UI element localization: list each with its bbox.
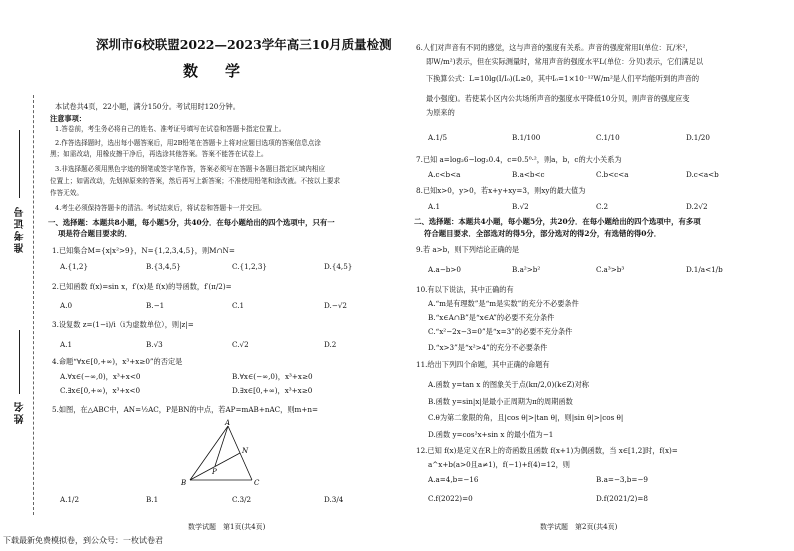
exam-no-label: 准考证号 [15,205,26,253]
q2-option-c: C.1 [232,301,245,310]
question-6-stem: 最小强度)。若使某小区内公共场所声音的强度水平降低10分贝，则声音的强度应变 [426,94,690,103]
question-5-stem: 5.如图，在△ABC中，AN=½AC，P是BN的中点，若AP=mAB+nAC，则m+n= [52,405,319,414]
q9-option-b: B.a²>b² [512,265,541,274]
q10-option-b: B.“x∈A∩B”是“x∈A”的必要不充分条件 [428,313,555,322]
q10-option-c: C.“x²−2x−3=0”是“x=3”的必要不充分条件 [428,327,573,336]
q11-option-b: B.函数 y=sin|x|是最小正周期为π的周期函数 [428,397,573,406]
q4-option-b: B.∀x∈(−∞,0)，x³+x≥0 [232,372,313,381]
q4-option-a: A.∀x∈(−∞,0)，x³+x<0 [60,372,141,381]
q3-option-c: C.√2 [232,340,249,349]
q11-option-c: C.θ为第二象限的角，且|cos θ|>|tan θ|，则|sin θ|>|cos θ| [428,413,624,422]
q8-option-b: B.√2 [512,202,529,211]
side-ab [190,426,228,480]
question-6-stem: 6.人们对声音有不同的感觉，这与声音的强度有关系。声音的强度常用I(单位：瓦/米²， [416,43,693,52]
q6-option-b: B.1/100 [512,133,541,142]
name-line [19,330,20,394]
q3-option-d: D.2 [324,340,337,349]
notice-line: 1.答卷前，考生务必将自己的姓名、准考证号填写在试卷和答题卡指定位置上。 [55,125,286,133]
label-c: C [254,479,260,487]
q7-option-a: A.c<b<a [428,170,461,179]
q8-option-d: D.2√2 [686,202,708,211]
question-6-stem: 下换算公式：L=10lg(I/I₀)(L≥0，其中I₀=1×10⁻¹²W/m²是人们平均能听到的声音的 [426,74,700,83]
q7-option-c: C.b<c<a [596,170,629,179]
binding-margin [4,0,34,551]
question-3-stem: 3.设复数 z=(1−i)/i（i为虚数单位），则|z|= [52,320,194,329]
q5-option-c: C.3/2 [232,495,252,504]
section1-heading: 一、选择题：本题共8小题，每小题5分，共40分．在每小题给出的四个选项中，只有一 [48,218,335,227]
q7-option-d: D.c<a<b [686,170,719,179]
q9-option-d: D.1/a<1/b [686,265,723,274]
q2-option-d: D.−√2 [324,301,347,310]
q8-option-a: A.1 [428,202,441,211]
q10-option-d: D.“x>3”是“x²>4”的充分不必要条件 [428,343,548,352]
q12-option-c: C.f(2022)=0 [428,494,473,503]
binding-dashline [33,95,34,515]
intro-text: 本试卷共4页，22小题，满分150分。考试用时120分钟。 [55,102,240,111]
section2-heading: 二、选择题：本题共4小题，每小题5分，共20分．在每小题给出的四个选项中，有多项 [414,217,701,226]
notice-line: 作答无效。 [50,189,83,197]
question-12-stem: a^x+b(a>0且a≠1)，f(−1)+f(4)=12，则 [428,460,570,469]
q1-option-d: D.{4,5} [324,262,353,271]
q10-option-a: A.“m是有理数”是“m是实数”的充分不必要条件 [428,299,579,308]
q12-option-a: A.a=4,b=−16 [428,475,479,484]
q7-option-b: B.a<b<c [512,170,545,179]
subject-title: 数 学 [183,62,247,80]
question-4-stem: 4.命题“∀x∈[0,+∞)，x³+x≥0”的否定是 [52,357,183,366]
right-page-footer: 数学试题 第2页(共4页) [540,523,618,531]
q3-option-a: A.1 [60,340,73,349]
q3-option-b: B.√3 [146,340,163,349]
question-9-stem: 9.若 a>b，则下列结论正确的是 [416,245,520,254]
question-7-stem: 7.已知 a=log₂6−log₂0.4，c=0.5⁰·²，则a，b，c的大小关系为 [416,155,622,164]
section2-heading: 符合题目要求．全部选对的得5分，部分选对的得2分，有选错的得0分． [424,229,662,238]
label-p: P [212,468,217,476]
question-11-stem: 11.给出下列四个命题，其中正确的命题有 [416,360,550,369]
q5-option-d: D.3/4 [324,495,344,504]
q12-option-d: D.f(2021/2)=8 [596,494,648,503]
q6-option-a: A.1/5 [428,133,448,142]
q1-option-b: B.{3,4,5} [146,262,182,271]
q9-option-c: C.a³>b³ [596,265,625,274]
q11-option-a: A.函数 y=tan x 的图象关于点(kπ/2,0)(k∈Z)对称 [428,380,589,389]
q4-option-c: C.∃x∈[0,+∞)，x³+x<0 [60,386,141,395]
label-b: B [181,479,187,487]
question-6-stem: 即W/m²)表示，但在实际测量时，常用声音的强度水平L(单位：分贝)表示，它们满足以 [426,57,704,66]
question-2-stem: 2.已知函数 f(x)=sin x，f′(x)是 f(x)的导函数，f′(π/2)= [52,282,232,291]
promo-text: 下载最新免费模拟卷，到公众号：一枚试卷君 [3,536,163,545]
triangle-figure [178,418,268,488]
segment-ap [215,426,228,466]
question-8-stem: 8.已知x>0，y>0，若x+y+xy=3，则xy的最大值为 [416,186,586,195]
q8-option-c: C.2 [596,202,609,211]
question-10-stem: 10.有以下说法，其中正确的有 [416,285,514,294]
notice-heading: 注意事项： [50,114,86,123]
q2-option-a: A.0 [60,301,73,310]
question-1-stem: 1.已知集合M={x|x²>9}，N={1,2,3,4,5}，则M∩N= [52,246,235,255]
notice-line: 4.考生必须保持答题卡的清洁。考试结束后，将试卷和答题卡一并交回。 [55,204,266,212]
q6-option-d: D.1/20 [686,133,710,142]
q11-option-d: D.函数 y=cos²x+sin x 的最小值为−1 [428,430,554,439]
question-6-stem: 为原来的 [426,108,455,117]
q5-option-a: A.1/2 [60,495,80,504]
left-page-footer: 数学试题 第1页(共4页) [188,523,266,531]
question-12-stem: 12.已知 f(x)是定义在R上的奇函数且函数 f(x+1)为偶函数，当 x∈[1,2]时，f(x)= [416,446,678,455]
q6-option-c: C.1/10 [596,133,620,142]
q5-option-b: B.1 [146,495,159,504]
q12-option-b: B.a=−3,b=−9 [596,475,648,484]
notice-line: 黑；如需改动，用橡皮擦干净后，再选涂其他答案。答案不能答在试卷上。 [50,150,268,158]
label-a: A [225,419,231,427]
q1-option-a: A.{1,2} [60,262,89,271]
label-n: N [242,447,249,455]
exam-title: 深圳市6校联盟2022—2023学年高三10月质量检测 [96,37,392,52]
notice-line: 3.非选择题必须用黑色字迹的钢笔或签字笔作答，答案必须写在答题卡各题目指定区域内相应 [55,165,326,173]
notice-line: 2.作答选择题时，选出每小题答案后，用2B铅笔在答题卡上将对应题目选项的答案信息点涂 [55,139,321,147]
notice-line: 位置上；如需改动，先划掉原来的答案，然后再写上新答案；不准使用铅笔和涂改液。不按以上要求 [50,177,341,185]
exam-no-line [19,130,20,198]
q9-option-a: A.a−b>0 [428,265,461,274]
name-label: 姓名 [15,400,26,424]
q4-option-d: D.∃x∈[0,+∞)，x³+x≥0 [232,386,313,395]
q1-option-c: C.{1,2,3} [232,262,267,271]
section1-heading: 项是符合题目要求的． [58,229,132,238]
q2-option-b: B.−1 [146,301,165,310]
